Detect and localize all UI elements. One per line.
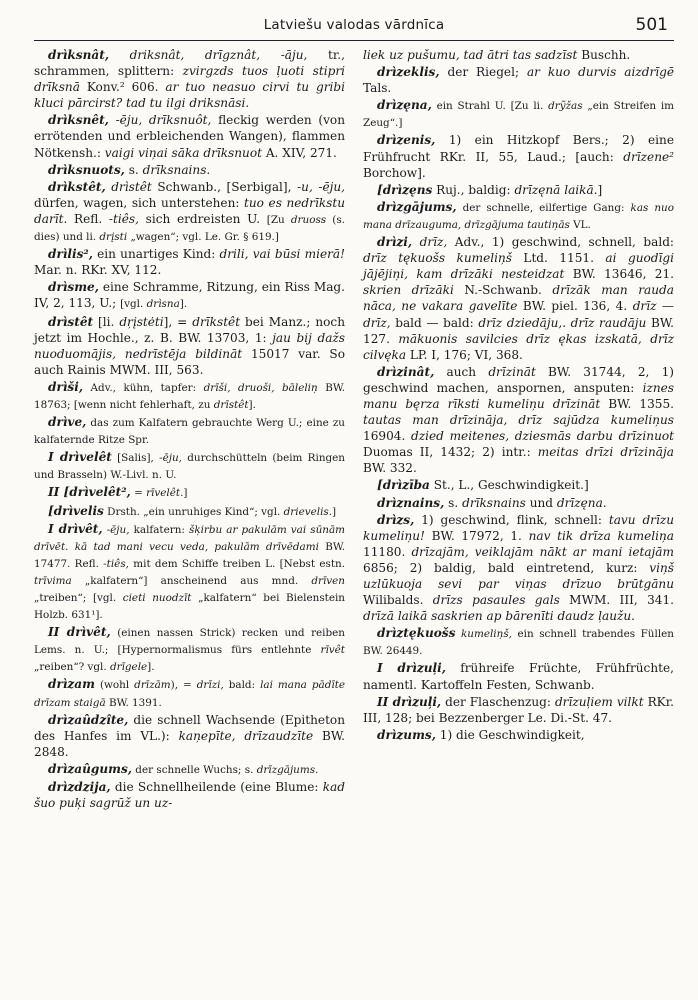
entry-text: bald:	[223, 679, 261, 692]
entry-text: RKr. III, 128; bei Bezzenberger Le. Di.-St. 47.	[363, 694, 675, 725]
entry-headword: drìksnuots,	[48, 162, 125, 177]
entry-headword: drìzi,	[377, 235, 413, 250]
entry-text: dzied meitenes, dziesmās darbu drīzinuot	[411, 429, 674, 444]
entry-headword: I drìvêt,	[48, 521, 103, 536]
entry-text: drīzā laikā saskrien ap bārenīti daudz ļaužu.	[363, 609, 636, 624]
dictionary-entry	[34, 712, 345, 760]
dictionary-entry	[34, 676, 345, 710]
entry-text: ]	[597, 182, 603, 197]
entry-text: ar kuo durvis aizdrīgē	[526, 65, 674, 80]
entry-text: drīz dziedāju,. drīz raudāju	[478, 315, 647, 330]
entry-text: Ruj., baldig:	[432, 182, 515, 197]
entry-text: dŗįstėti	[119, 314, 164, 329]
entry-text: ein unartiges Kind:	[92, 247, 220, 262]
entry-text: „kalfatern“] anscheinend aus mnd.	[71, 574, 312, 587]
dictionary-entry	[363, 64, 674, 96]
entry-text: kaņepīte, drīzaudzīte	[178, 728, 314, 743]
entry-text: ].	[147, 661, 155, 674]
dictionary-entry	[363, 364, 674, 477]
entry-headword: II [drìvelêt²,	[48, 485, 131, 500]
entry-text: (einen nassen Strick) recken und reiben Lems. n. U.; [Hypernormalismus fürs entlehnte	[34, 627, 345, 657]
entry-text: drỹžas	[548, 100, 583, 113]
entry-text: drīzām	[134, 679, 171, 692]
entry-text: s.	[124, 162, 143, 177]
entry-headword: drìši,	[48, 379, 84, 394]
entry-text: Buschh.	[577, 48, 631, 62]
entry-text: drīzajām, veiklajām nākt ar mani ietajām	[411, 544, 674, 559]
entry-text: rīvelêt	[146, 487, 181, 500]
entry-text: auch	[434, 364, 489, 379]
entry-text: druoss	[290, 213, 327, 226]
entry-text: Adv., 1) geschwind, schnell, bald:	[447, 235, 675, 250]
entry-text: viņš uzlūkuoja sevi par viņas drīzuo brūtgānu	[363, 560, 674, 591]
entry-text: lai mana pādīte drīzam staigā	[34, 679, 346, 709]
entry-text: ), =	[170, 679, 197, 692]
entry-text: -tiês,	[108, 211, 139, 226]
entry-text: BW. 18763; [wenn nicht fehlerhaft, zu	[34, 381, 346, 411]
entry-text: tuo es nedrīkstu darīt.	[34, 195, 345, 226]
entry-text: .]	[328, 505, 337, 518]
dictionary-entry	[34, 179, 345, 245]
entry-text: nav tik drīza kumeliņa	[528, 528, 675, 543]
entry-text: drīzi,	[196, 679, 224, 692]
entry-text: jau bij dažs nuoduomājis, nedrīstēja bildināt	[34, 330, 345, 361]
entry-headword: drìstêt	[48, 314, 94, 329]
entry-text: dürfen, wagen, sich unterstehen:	[34, 195, 245, 210]
entry-text: drīzgājums.	[256, 763, 319, 776]
entry-text: -tiês,	[103, 557, 129, 570]
entry-text: drīkstêt	[192, 314, 241, 329]
entry-text: -ēju, drīksnuôt,	[108, 113, 212, 128]
entry-text: „ein Streifen im Zeug“.]	[363, 100, 674, 130]
dictionary-entry	[34, 279, 345, 312]
dictionary-entry	[34, 624, 345, 675]
entry-text: Schwanb., [Serbigal],	[151, 179, 298, 194]
dictionary-entry	[363, 132, 674, 180]
entry-headword: drìzs,	[377, 512, 415, 527]
entry-text: Wilibalds.	[363, 593, 433, 608]
entry-text: „kalfatern“ bei Bielenstein Holzb. 631¹].	[34, 592, 345, 622]
dictionary-entry	[363, 234, 674, 363]
entry-text: Drsth.	[103, 505, 144, 518]
entry-text: frühreife Früchte, Frühfrüchte, namentl. Kartoffeln Festen, Schwanb.	[363, 661, 674, 692]
entry-text: kas nuo mana drīzauguma, drīzgājuma tautiņās	[363, 201, 674, 231]
entry-text: drįsti	[99, 231, 128, 244]
entry-text: bald — bald:	[390, 315, 479, 330]
entry-text: BW. 1355.	[600, 396, 675, 411]
entry-text: 1) die Geschwindigkeit,	[435, 727, 585, 742]
entry-text: drīzene²	[623, 149, 674, 164]
entry-text: drīstêt	[213, 398, 249, 411]
entry-text: BW. 17477. Refl.	[34, 540, 345, 570]
entry-text: skrien drīzāki	[363, 283, 454, 298]
dictionary-entry	[363, 97, 674, 131]
entry-text: „reiben“? vgl.	[34, 661, 110, 674]
entry-headword: I drìzuļi,	[377, 661, 446, 676]
entry-text: 11180.	[363, 544, 412, 559]
entry-text: Duomas II, 1432; 2) intr.:	[363, 445, 538, 460]
entry-text: drīzęnā laikā.	[514, 182, 598, 197]
entry-text: ar tuo neasuo cirvi tu gribi kluci pārcirst? tad tu ilgi driksnāsi.	[34, 80, 345, 111]
page-header	[34, 14, 674, 38]
entry-text: s.	[444, 495, 463, 510]
entry-text: drīzāk man rauda nāca, ne vakara gavelīte	[363, 283, 674, 314]
entry-text: ein schnell trabendes Füllen BW. 26449.	[363, 628, 674, 658]
dictionary-entry	[363, 477, 674, 493]
entry-text: -u, -ēju,	[297, 179, 345, 194]
entry-headword: drìzums,	[377, 727, 436, 742]
entry-text: tr., schrammen, splittern:	[34, 48, 345, 79]
entry-text: 6856; 2) baldig, bald eintretend, kurz:	[363, 560, 650, 575]
entry-text: Refl.	[67, 211, 109, 226]
entry-text: der Riegel;	[439, 65, 527, 80]
entry-text: das zum Kalfatern gebrauchte Werg U.; eine zu kalfaternde Ritze Spr.	[34, 417, 345, 447]
dictionary-entry	[363, 727, 674, 743]
header-rule	[34, 40, 674, 41]
entry-text: drīz,	[412, 235, 448, 250]
entry-headword: I drìvelêt	[48, 450, 112, 465]
entry-headword: drìkstêt,	[48, 179, 106, 194]
columns	[34, 47, 674, 812]
entry-text: drīgele	[109, 661, 148, 674]
entry-text: drīši, druoši, bāleliņ	[203, 381, 318, 394]
entry-headword: drìzdzija,	[48, 780, 111, 795]
entry-text: liek uz pušumu, tad ātri tas sadzīst	[363, 48, 578, 62]
dictionary-entry	[34, 112, 345, 160]
dictionary-entry	[34, 449, 345, 483]
entry-text: kad šuo puķi sagrūž un uz-	[34, 780, 345, 811]
entry-text: .]	[180, 487, 188, 500]
dictionary-entry	[34, 484, 345, 501]
running-title: Latviešu valodas vārdnīca	[263, 17, 445, 33]
entry-text: [vgl.	[120, 298, 147, 311]
dictionary-entry	[363, 47, 674, 63]
entry-text: -ēju,	[102, 523, 130, 536]
dictionary-entry	[363, 660, 674, 692]
dictionary-entry	[34, 521, 345, 624]
entry-text: drīzināt	[488, 364, 536, 379]
entry-text: tautas man drīzināja, drīz sajūdza kumeliņus	[363, 413, 674, 428]
entry-headword: drìzeklis,	[377, 65, 440, 80]
entry-headword: II drìvêt,	[48, 625, 111, 640]
entry-text: BW. 17972, 1.	[424, 528, 529, 543]
entry-text: šķirbu ar pakulām vai sūnām drīvēt. kā tad mani vecu veda, pakulām drīvēdami	[34, 523, 346, 553]
entry-text: BW. 1391.	[105, 696, 162, 709]
entry-text: fleckig werden (von errötenden und erbleichenden Wangen), flammen Nötkensh.:	[34, 113, 345, 160]
entry-text: [Zu	[266, 213, 291, 226]
entry-text: vaigi viņai sāka drīksnuot	[104, 145, 262, 160]
entry-text: rīvêt	[320, 644, 345, 657]
dictionary-entry	[363, 625, 674, 659]
entry-text: (s. dies) und li.	[34, 213, 345, 244]
dictionary-entry	[34, 503, 345, 520]
entry-text: LP. I, 176; VI, 368.	[406, 347, 523, 362]
entry-headword: II drìzuļi,	[377, 694, 442, 709]
entry-text: die schnell Wachsende (Epitheton des Hanfes im VL.):	[34, 712, 345, 743]
entry-text: drievelis	[283, 505, 329, 518]
entry-text: „treiben“; [vgl.	[34, 592, 123, 604]
entry-text: ai guodīgi jājējiņi, kam drīzāki nesteidzat	[363, 251, 674, 282]
entry-text: der schnelle Wuchs; s.	[131, 763, 257, 776]
entry-text: BW. 2848.	[34, 728, 345, 759]
dictionary-entry	[34, 779, 345, 811]
dictionary-entry	[363, 512, 674, 625]
dictionary-entry	[34, 761, 345, 778]
entry-text: 15017 var. So auch Rainis MWM. III, 563.	[34, 346, 345, 377]
entry-text: BW. 127.	[363, 315, 674, 346]
entry-text: kalfatern:	[129, 523, 189, 536]
entry-text: Borchow].	[363, 165, 426, 180]
entry-text: drīzuļiem vilkt	[554, 694, 644, 709]
entry-text: meitas drīzi drīzināja	[537, 445, 674, 460]
dictionary-entry	[34, 246, 345, 278]
entry-text: drīzęna.	[556, 495, 607, 510]
entry-headword: drìlis²,	[48, 247, 93, 262]
entry-text: [Salis],	[111, 452, 160, 465]
entry-headword: drìzam	[48, 677, 95, 692]
entry-headword: drìzenis,	[377, 133, 436, 148]
dictionary-entry	[34, 47, 345, 111]
dictionary-entry	[34, 414, 345, 448]
left-column	[34, 47, 345, 812]
entry-text: der schnelle, eilfertige Gang:	[456, 201, 631, 214]
entry-text: drìstêt	[105, 179, 152, 194]
entry-text: N.-Schwanb.	[453, 283, 553, 298]
right-column	[363, 47, 674, 812]
entry-text: drīksnains	[462, 495, 526, 510]
entry-text: „wagen“; vgl. Le. Gr. § 619.]	[127, 231, 279, 244]
entry-text: (wohl	[94, 679, 135, 692]
entry-text: „ein unruhiges Kind“; vgl.	[143, 505, 284, 518]
dictionary-entry	[363, 495, 674, 511]
page-number: 501	[635, 15, 668, 35]
entry-text: drīksnains.	[142, 162, 211, 177]
entry-text: A. XIV, 271.	[261, 145, 337, 160]
entry-text: drīven	[311, 574, 345, 587]
entry-text: ein Strahl U. [Zu li.	[431, 100, 549, 113]
entry-text: [li.	[93, 314, 120, 329]
entry-text: -ēju,	[159, 452, 182, 465]
entry-headword: drìksnât,	[48, 48, 110, 62]
entry-text: ].	[248, 398, 256, 411]
entry-text: drìsna	[146, 298, 180, 311]
entry-headword: drìzęna,	[377, 98, 432, 113]
entry-text: Tals.	[363, 81, 392, 96]
entry-text: BW. 332.	[363, 461, 417, 476]
entry-text: Mar. n. RKr. XV, 112.	[34, 263, 162, 278]
entry-text: Konv.² 606.	[79, 80, 166, 95]
entry-text: 16904.	[363, 429, 412, 444]
entry-text: MWM. III, 341.	[559, 593, 674, 608]
entry-text: driksnât, drīgznât, -āju,	[109, 48, 308, 62]
dictionary-entry	[363, 199, 674, 233]
entry-text: bei Manz.; noch jetzt im Hochle., z. B. BW. 13703, 1:	[34, 314, 345, 345]
entry-text: =	[130, 487, 147, 500]
entry-text: BW. 13646, 21.	[564, 267, 674, 282]
entry-text: 1) ein Hitzkopf Bers.; 2) eine Frühfrucht RKr. II, 55, Laud.; [auch:	[363, 133, 674, 164]
entry-text: drīz tękuošs kumeliņš	[363, 251, 512, 266]
entry-text: ], =	[163, 314, 193, 329]
entry-text: BW. 31744, 2, 1) geschwind machen, anspornen, ansputen:	[363, 364, 674, 395]
entry-text: mākuonis savilcies drīz ękas izskatā, drīz cilvęka	[363, 331, 674, 362]
dictionary-entry	[34, 162, 345, 178]
entry-headword: [drìzība	[377, 478, 430, 493]
entry-text: BW. piel. 136, 4.	[517, 299, 633, 314]
entry-text: und	[525, 495, 557, 510]
entry-text: durchschütteln (beim Ringen und Brasseln) W.-Livl. n. U.	[34, 452, 346, 482]
entry-headword: drìzgājums,	[377, 199, 457, 214]
entry-headword: drìsme,	[48, 280, 99, 295]
entry-headword: drìznains,	[377, 495, 445, 510]
dictionary-entry	[363, 694, 674, 726]
entry-text: trīvima	[34, 574, 72, 587]
entry-text: sich erdreisten U.	[138, 211, 267, 226]
dictionary-entry	[363, 182, 674, 198]
entry-headword: drìztękuošs	[377, 626, 456, 641]
entry-text: Ltd. 1151.	[511, 251, 606, 266]
entry-headword: [drìzęns	[377, 182, 433, 197]
entry-text: der Flaschenzug:	[441, 694, 555, 709]
dictionary-entry	[34, 379, 345, 413]
dictionary-entry	[34, 314, 345, 378]
entry-text: tavu drīzu kumeliņu!	[363, 512, 674, 543]
entry-headword: drìzaûdzîte,	[48, 712, 129, 727]
entry-headword: [drìvelis	[48, 503, 104, 518]
entry-text: eine Schramme, Ritzung, ein Riss Mag. IV, 2, 113, U.;	[34, 280, 345, 311]
entry-text: drīzs pasaules gals	[432, 593, 560, 608]
entry-text: St., L., Geschwindigkeit.]	[429, 478, 589, 493]
entry-text: cieti nuodzīt	[122, 592, 192, 604]
entry-text: drīz — drīz,	[363, 299, 674, 330]
entry-text: kumeliņš,	[455, 628, 512, 641]
entry-headword: drìzaûgums,	[48, 761, 132, 776]
entry-text: VL.	[569, 218, 591, 231]
entry-text: zvirgzds tuos ļuoti stipri drīksnā	[34, 64, 345, 95]
entry-text: 1) geschwind, flink, schnell:	[414, 512, 609, 527]
entry-text: Adv., kühn, tapfer:	[83, 381, 204, 394]
entry-headword: drìve,	[48, 415, 87, 430]
entry-headword: drìksnêt,	[48, 113, 109, 128]
entry-text: ].	[179, 298, 188, 311]
entry-headword: drìzinât,	[377, 364, 435, 379]
entry-text: mit dem Schiffe treiben L. [Nebst estn.	[128, 557, 345, 570]
entry-text: drili, vai būsi mierā!	[219, 247, 345, 262]
entry-text: iznes manu bęrza rīksti kumeliņu drīzināt	[363, 380, 674, 411]
entry-text: die Schnellheilende (eine Blume:	[110, 780, 323, 795]
